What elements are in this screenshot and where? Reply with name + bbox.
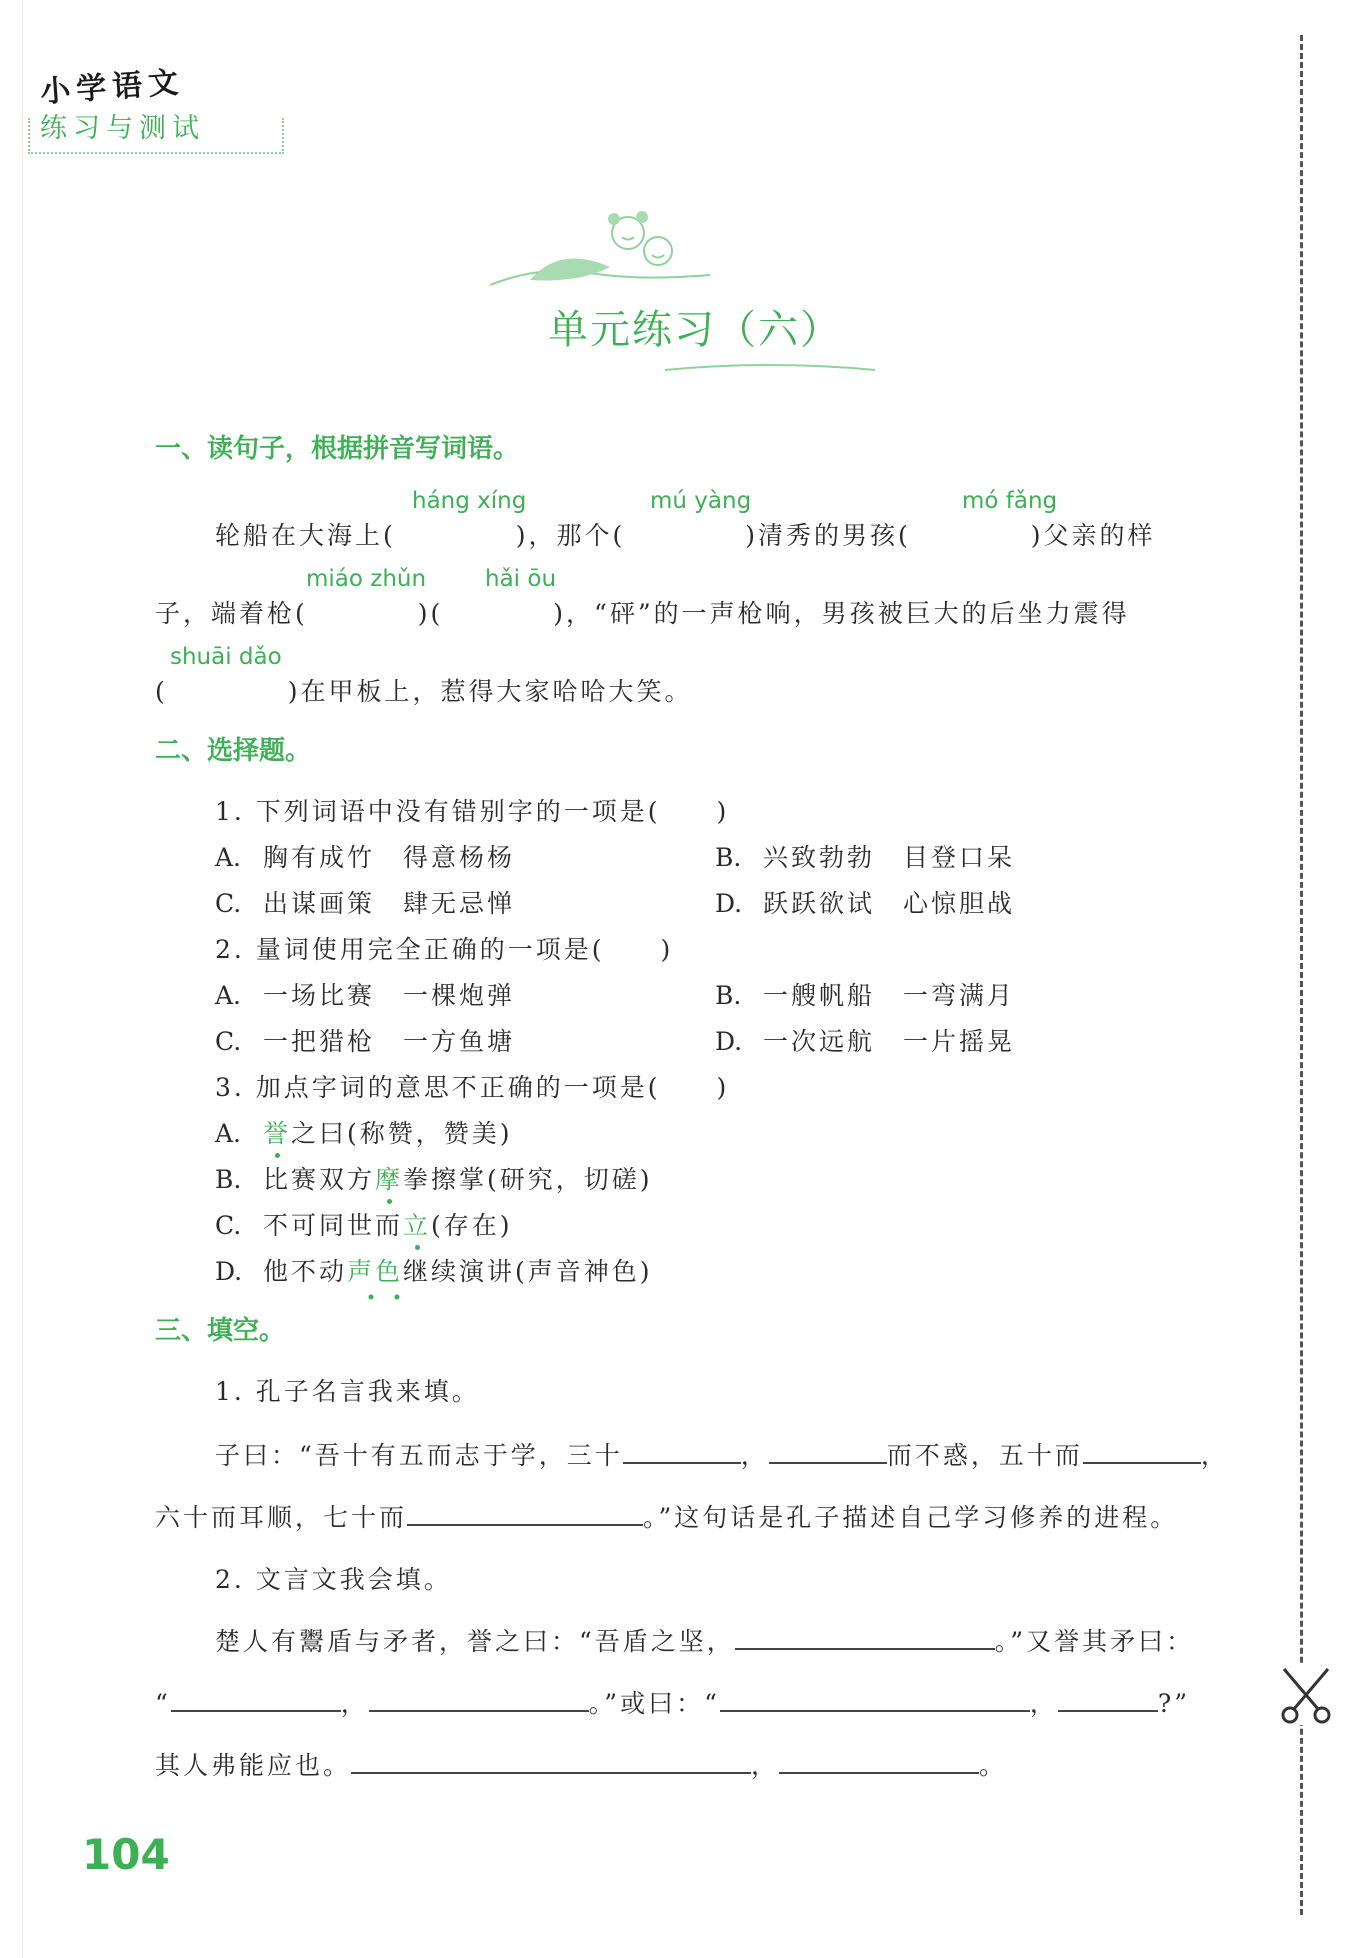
children-illustration: [480, 205, 720, 295]
dotted-word: 摩: [375, 1165, 404, 1194]
answer-blank: [407, 1498, 643, 1526]
q1-stem: 1. 下列词语中没有错别字的一项是( ): [215, 797, 730, 826]
series-title: 小学语文: [39, 65, 186, 110]
answer-blank: [623, 1436, 741, 1464]
answer-blank: [1058, 1684, 1158, 1712]
s1-text: )清秀的男孩(: [745, 521, 911, 550]
s3-q2-line1: 楚人有鬻盾与矛者，誉之曰：“吾盾之坚， 。”又誉其矛曰：: [215, 1622, 1194, 1658]
q3-stem: 3. 加点字词的意思不正确的一项是( ): [215, 1073, 730, 1102]
answer-blank: [351, 1746, 751, 1774]
dotted-word: 声色: [347, 1257, 404, 1286]
s1-text: (: [155, 677, 168, 706]
s3-q2-stem: 2. 文言文我会填。: [215, 1565, 452, 1594]
page-edge: [22, 0, 23, 1958]
answer-blank: [1083, 1436, 1201, 1464]
unit-title: 单元练习（六）: [548, 307, 842, 353]
series-frame: [28, 118, 284, 154]
s3-q2-line3: 其人弗能应也。 ， 。: [155, 1746, 1007, 1782]
s1-line2: [155, 594, 1130, 630]
s3-q1-line2: 六十而耳顺，七十而 。”这句话是孔子描述自己学习修养的进程。: [155, 1498, 1178, 1534]
s1-text: )在甲板上，惹得大家哈哈大笑。: [287, 677, 693, 706]
q1-option-a: A. 胸有成竹 得意杨杨: [215, 843, 516, 872]
section2-heading: 二、选择题。: [155, 736, 312, 766]
pinyin-mo-fang: mó fǎng: [962, 488, 1058, 514]
q3-option-c: C. 不可同世而立(存在): [215, 1211, 513, 1240]
answer-blank: [735, 1622, 995, 1650]
s3-q1-stem: 1. 孔子名言我来填。: [215, 1377, 480, 1406]
pinyin-mu-yang: mú yàng: [650, 488, 752, 514]
s1-text: )，那个(: [515, 521, 626, 550]
section3-heading: 三、填空。: [155, 1316, 286, 1346]
answer-blank: [171, 1684, 341, 1712]
q2-option-d: D. 一次远航 一片摇晃: [715, 1027, 1016, 1056]
series-subtitle: 练习与测试: [40, 113, 205, 144]
s3-q1-line1: 子曰：“吾十有五而志于学，三十 ， 而不惑，五十而 ，: [215, 1436, 1229, 1472]
q3-option-b: B. 比赛双方摩拳擦掌(研究，切磋): [215, 1165, 653, 1194]
emphasis-dots: [365, 1292, 405, 1302]
s1-line1: [215, 516, 1156, 552]
pinyin-hang-xing: háng xíng: [412, 488, 527, 514]
s1-text: )父亲的样: [1030, 521, 1156, 550]
answer-blank: [769, 1436, 887, 1464]
scissors-icon: [1278, 1665, 1334, 1725]
pinyin-shuai-dao: shuāi dǎo: [170, 644, 282, 670]
dotted-word: 立: [403, 1211, 432, 1240]
answer-blank: [720, 1684, 1030, 1712]
q2-option-a: A. 一场比赛 一棵炮弹: [215, 981, 516, 1010]
pinyin-miao-zhun: miáo zhǔn: [306, 566, 427, 592]
q3-option-a: A. 誉之曰(称赞，赞美): [215, 1119, 513, 1148]
q1-option-d: D. 跃跃欲试 心惊胆战: [715, 889, 1016, 918]
s1-text: )(: [417, 599, 444, 628]
cut-line: [1300, 35, 1303, 1915]
section1-heading: 一、读句子，根据拼音写词语。: [155, 434, 520, 464]
s1-text: 子，端着枪(: [155, 599, 308, 628]
page-number: 104: [82, 1830, 170, 1879]
title-underline: [660, 358, 880, 378]
q2-option-b: B. 一艘帆船 一弯满月: [715, 981, 1016, 1010]
s3-q2-line2: “ ， 。”或曰：“ ， ?”: [155, 1684, 1190, 1720]
q3-option-d: D. 他不动声色继续演讲(声音神色): [215, 1257, 653, 1286]
dotted-word: 誉: [263, 1119, 292, 1148]
s1-text: 轮船在大海上(: [215, 521, 396, 550]
q2-option-c: C. 一把猎枪 一方鱼塘: [215, 1027, 516, 1056]
s1-line3: [155, 672, 693, 708]
q2-stem: 2. 量词使用完全正确的一项是( ): [215, 935, 674, 964]
s1-text: )，“砰”的一声枪响，男孩被巨大的后坐力震得: [553, 599, 1130, 628]
q1-option-c: C. 出谋画策 肆无忌惮: [215, 889, 516, 918]
q1-option-b: B. 兴致勃勃 目登口呆: [715, 843, 1016, 872]
pinyin-hai-ou: hǎi ōu: [485, 566, 557, 592]
answer-blank: [779, 1746, 979, 1774]
answer-blank: [369, 1684, 589, 1712]
